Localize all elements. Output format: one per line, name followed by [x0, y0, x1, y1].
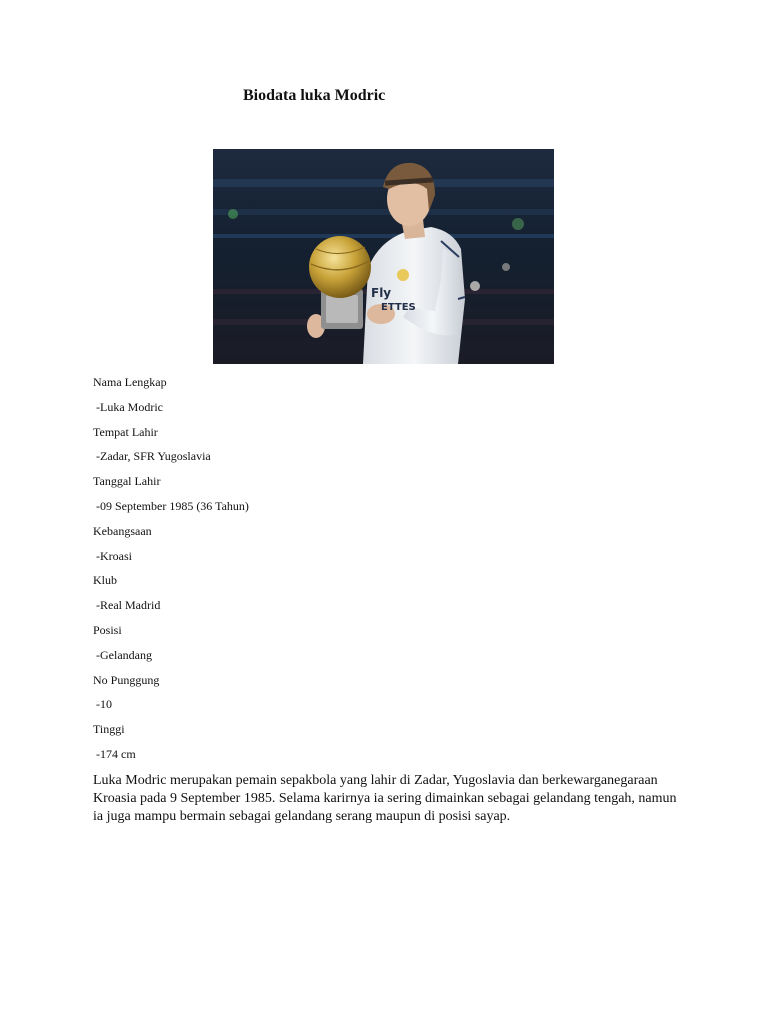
field-value-no-punggung: -10 [96, 697, 112, 712]
biodata-list [93, 374, 493, 771]
field-label-nama-lengkap: Nama Lengkap [93, 375, 167, 389]
field-label-tempat-lahir: Tempat Lahir [93, 424, 158, 439]
field-label-no-punggung: No Punggung [93, 672, 160, 687]
field-label-posisi: Posisi [93, 622, 122, 637]
field-label-tinggi: Tinggi [93, 722, 125, 737]
field-value-klub: -Real Madrid [96, 598, 161, 613]
jersey-sponsor-text-2: ETTES [381, 302, 416, 313]
field-value-tanggal-lahir: -09 September 1985 (36 Tahun) [96, 498, 249, 513]
field-value-nama-lengkap: -Luka Modric [96, 399, 163, 414]
description-paragraph: Luka Modric merupakan pemain sepakbola yang lahir di Zadar, Yugoslavia dan berkewarganegaraan Kroasia pada 9 September 1985. Selama karirnya ia sering dimainkan sebagai gelandang tengah, namun ia juga mampu bermain sebagai gelandang serang maupun di posisi sayap. [93, 773, 677, 824]
player-photo [213, 149, 554, 364]
field-label-kebangsaan: Kebangsaan [93, 523, 152, 538]
field-value-tempat-lahir: -Zadar, SFR Yugoslavia [96, 449, 211, 464]
field-label-klub: Klub [93, 573, 117, 588]
field-value-kebangsaan: -Kroasi [96, 548, 132, 563]
field-value-posisi: -Gelandang [96, 647, 152, 662]
field-label-tanggal-lahir: Tanggal Lahir [93, 474, 161, 489]
field-value-tinggi: -174 cm [96, 746, 136, 761]
document-title: Biodata luka Modric [243, 87, 386, 104]
jersey-sponsor-text: Fly [371, 286, 392, 300]
